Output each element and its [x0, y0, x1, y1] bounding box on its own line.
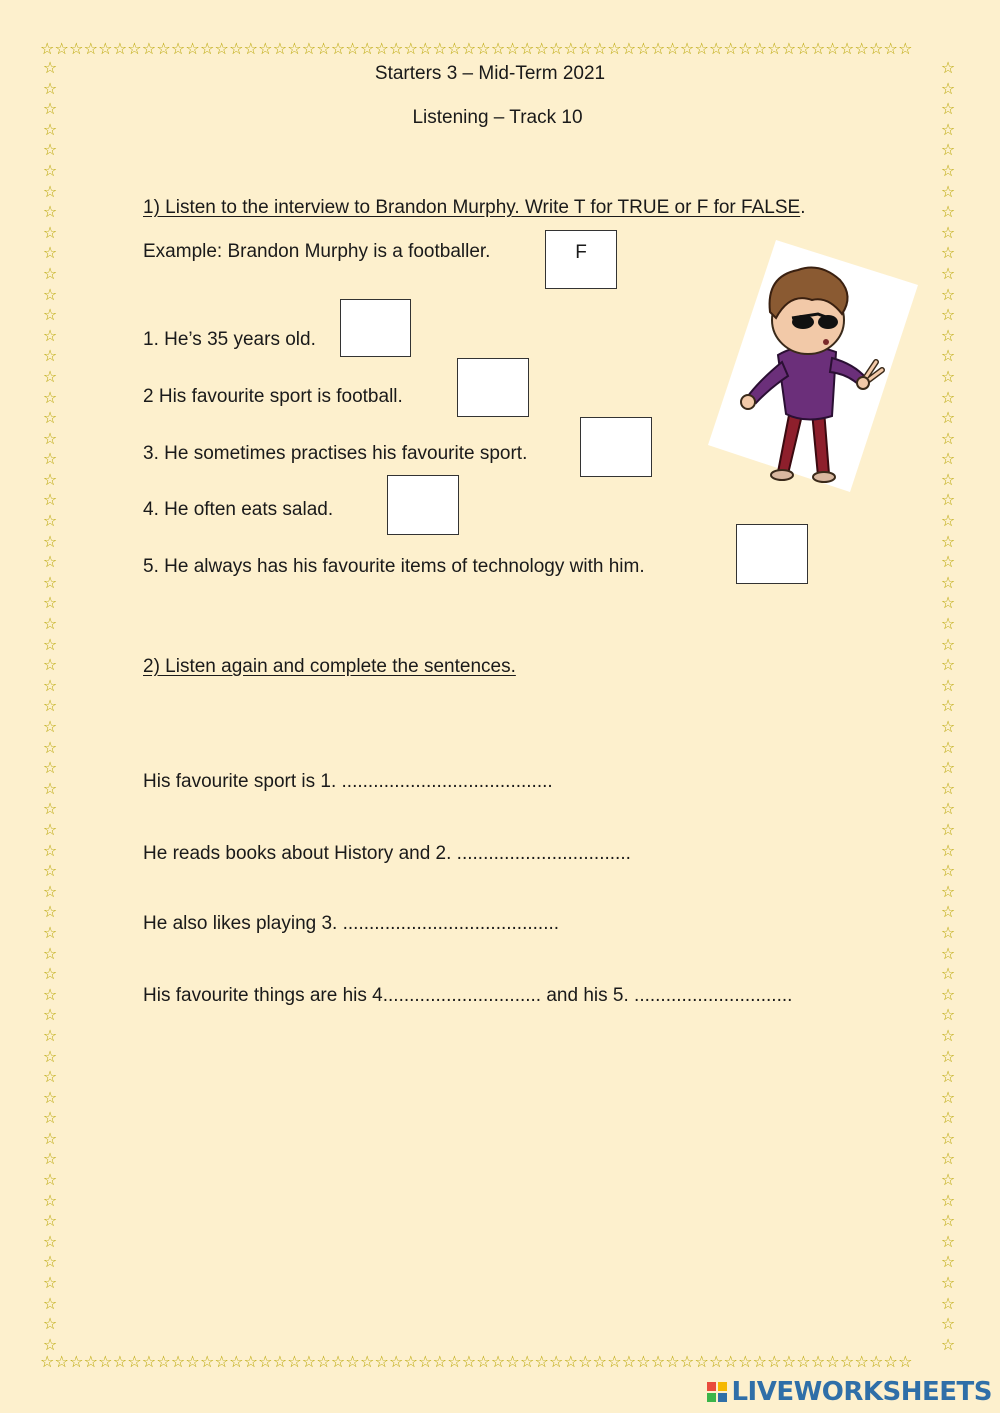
- section1-instruction-text: 1) Listen to the interview to Brandon Murphy. Write T for TRUE or F for FALSE: [143, 197, 801, 218]
- logo-text: LIVEWORKSHEETS: [731, 1377, 992, 1407]
- statement-2: 2 His favourite sport is football.: [143, 386, 403, 407]
- answer-box-1[interactable]: [340, 299, 411, 357]
- liveworksheets-logo: [707, 1375, 992, 1409]
- sentence-1: His favourite sport is 1. ........................................: [143, 771, 553, 792]
- statement-3: 3. He sometimes practises his favourite sport.: [143, 443, 528, 464]
- statement-4: 4. He often eats salad.: [143, 499, 334, 520]
- example-answer-box: F: [545, 230, 617, 289]
- answer-box-4[interactable]: [387, 475, 459, 535]
- star-border-top: ☆☆☆☆☆☆☆☆☆☆☆☆☆☆☆☆☆☆☆☆☆☆☆☆☆☆☆☆☆☆☆☆☆☆☆☆☆☆☆☆☆☆☆☆☆☆☆☆☆☆☆☆☆☆☆☆☆☆☆☆: [40, 39, 913, 58]
- cartoon-boy-illustration: [708, 240, 918, 492]
- answer-box-3[interactable]: [580, 417, 652, 477]
- example-text: Example: Brandon Murphy is a footballer.: [143, 241, 491, 262]
- statement-1: 1. He’s 35 years old.: [143, 329, 316, 350]
- section1-instruction-period: .: [800, 197, 806, 218]
- section1-instruction: [143, 196, 805, 220]
- answer-box-2[interactable]: [457, 358, 529, 417]
- sentence-4: His favourite things are his 4.............................. and his 5. ..............................: [143, 985, 793, 1006]
- page-title: Starters 3 – Mid-Term 2021: [374, 63, 606, 84]
- answer-box-5[interactable]: [736, 524, 808, 584]
- logo-mark-icon: [707, 1382, 727, 1402]
- statement-5: 5. He always has his favourite items of technology with him.: [143, 556, 645, 577]
- sentence-3: He also likes playing 3. .........................................: [143, 913, 560, 934]
- star-border-right: ☆ ☆ ☆ ☆ ☆ ☆ ☆ ☆ ☆ ☆ ☆ ☆ ☆ ☆ ☆ ☆ ☆ ☆ ☆ ☆ ☆ ☆ ☆ ☆ ☆ ☆ ☆ ☆ ☆ ☆ ☆ ☆ ☆ ☆ ☆ ☆ ☆ ☆ ☆ ☆ ☆ ☆ ☆ ☆ ☆ ☆ ☆ ☆ ☆ ☆ ☆ ☆ ☆ ☆ ☆ ☆ ☆ ☆ ☆ ☆ ☆ ☆ ☆: [940, 58, 956, 1354]
- page-subtitle: Listening – Track 10: [412, 107, 583, 128]
- section2-instruction: 2) Listen again and complete the sentences.: [143, 656, 516, 677]
- star-border-left: ☆ ☆ ☆ ☆ ☆ ☆ ☆ ☆ ☆ ☆ ☆ ☆ ☆ ☆ ☆ ☆ ☆ ☆ ☆ ☆ ☆ ☆ ☆ ☆ ☆ ☆ ☆ ☆ ☆ ☆ ☆ ☆ ☆ ☆ ☆ ☆ ☆ ☆ ☆ ☆ ☆ ☆ ☆ ☆ ☆ ☆ ☆ ☆ ☆ ☆ ☆ ☆ ☆ ☆ ☆ ☆ ☆ ☆ ☆ ☆ ☆ ☆ ☆: [42, 58, 58, 1354]
- sentence-2: He reads books about History and 2. .................................: [143, 843, 631, 864]
- star-border-bottom: ☆☆☆☆☆☆☆☆☆☆☆☆☆☆☆☆☆☆☆☆☆☆☆☆☆☆☆☆☆☆☆☆☆☆☆☆☆☆☆☆☆☆☆☆☆☆☆☆☆☆☆☆☆☆☆☆☆☆☆☆: [40, 1352, 913, 1371]
